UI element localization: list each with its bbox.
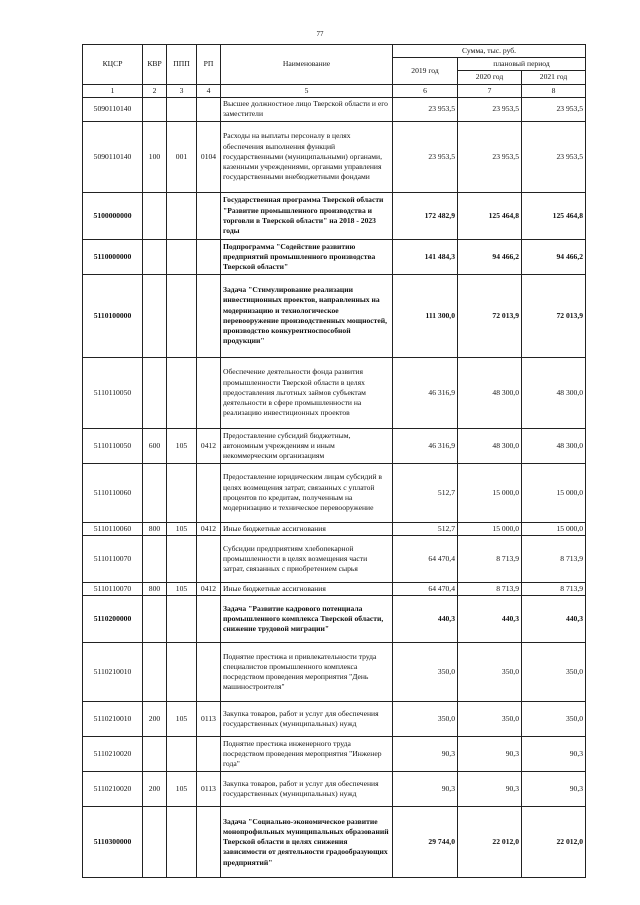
kvr-cell: 100 — [143, 121, 167, 192]
amount-2021-cell: 15 000,0 — [522, 463, 586, 522]
amount-2021-cell: 8 713,9 — [522, 536, 586, 583]
amount-2021-cell: 8 713,9 — [522, 583, 586, 596]
amount-2021-cell: 90,3 — [522, 737, 586, 772]
rp-cell — [197, 807, 221, 878]
kcsr-cell: 5110110050 — [83, 357, 143, 428]
amount-2020-cell: 440,3 — [458, 596, 522, 643]
ppp-cell — [167, 192, 197, 239]
rp-cell — [197, 97, 221, 121]
rp-cell: 0104 — [197, 121, 221, 192]
column-index: 5 — [221, 84, 393, 97]
ppp-cell — [167, 643, 197, 702]
name-cell: Субсидии предприятиям хлебопекарной промышленности в целях возмещения части затрат, связанных с приобретением сырья — [221, 536, 393, 583]
table-row — [83, 772, 586, 807]
kvr-cell: 600 — [143, 428, 167, 463]
ppp-cell — [167, 596, 197, 643]
kvr-cell — [143, 274, 167, 357]
name-cell: Закупка товаров, работ и услуг для обеспечения государственных (муниципальных) нужд — [221, 772, 393, 807]
ppp-cell — [167, 807, 197, 878]
name-cell: Задача "Развитие кадрового потенциала промышленного комплекса Тверской области, снижение трудовой миграции" — [221, 596, 393, 643]
rp-cell — [197, 536, 221, 583]
table-row — [83, 807, 586, 878]
kcsr-cell: 5090110140 — [83, 121, 143, 192]
column-index-row — [83, 84, 586, 97]
amount-2020-cell: 22 012,0 — [458, 807, 522, 878]
kcsr-cell: 5100000000 — [83, 192, 143, 239]
header-plan-period: плановый период — [458, 58, 586, 71]
kcsr-cell: 5110110070 — [83, 583, 143, 596]
amount-2021-cell: 440,3 — [522, 596, 586, 643]
rp-cell — [197, 239, 221, 274]
table-row — [83, 357, 586, 428]
name-cell: Предоставление юридическим лицам субсидий в целях возмещения затрат, связанных с уплатой процентов по кредитам, полученным на модернизацию и техническое перевооружение — [221, 463, 393, 522]
header-year-2021: 2021 год — [522, 71, 586, 84]
ppp-cell — [167, 463, 197, 522]
header-year-2020: 2020 год — [458, 71, 522, 84]
amount-2019-cell: 64 470,4 — [393, 536, 458, 583]
table-row — [83, 583, 586, 596]
amount-2021-cell: 90,3 — [522, 772, 586, 807]
kvr-cell — [143, 463, 167, 522]
kvr-cell — [143, 239, 167, 274]
amount-2020-cell: 23 953,5 — [458, 121, 522, 192]
kcsr-cell: 5110110060 — [83, 463, 143, 522]
amount-2019-cell: 512,7 — [393, 522, 458, 535]
kcsr-cell: 5110100000 — [83, 274, 143, 357]
amount-2019-cell: 29 744,0 — [393, 807, 458, 878]
amount-2021-cell: 23 953,5 — [522, 97, 586, 121]
name-cell: Подпрограмма "Содействие развитию предприятий промышленного производства Тверской области" — [221, 239, 393, 274]
kvr-cell — [143, 192, 167, 239]
name-cell: Поднятие престижа и привлекательности труда специалистов промышленного комплекса посредством проведения мероприятия "День машиностроителя" — [221, 643, 393, 702]
kvr-cell — [143, 643, 167, 702]
header-ppp: ППП — [167, 45, 197, 85]
name-cell: Задача "Социально-экономическое развитие монопрофильных муниципальных образований Тверской области в целях снижения зависимости от деятельности градообразующих предприятий" — [221, 807, 393, 878]
amount-2020-cell: 8 713,9 — [458, 536, 522, 583]
name-cell: Задача "Стимулирование реализации инвестиционных проектов, направленных на модернизацию и технологическое перевооружение производственных мощностей, производство конкурентноспособной продукции" — [221, 274, 393, 357]
name-cell: Государственная программа Тверской области "Развитие промышленного производства и торговли в Тверской области" на 2018 - 2023 годы — [221, 192, 393, 239]
table-row — [83, 239, 586, 274]
amount-2020-cell: 8 713,9 — [458, 583, 522, 596]
amount-2020-cell: 48 300,0 — [458, 428, 522, 463]
kcsr-cell: 5110210010 — [83, 702, 143, 737]
name-cell: Поднятие престижа инженерного труда посредством проведения мероприятия "Инженер года" — [221, 737, 393, 772]
amount-2020-cell: 48 300,0 — [458, 357, 522, 428]
amount-2020-cell: 90,3 — [458, 772, 522, 807]
rp-cell — [197, 192, 221, 239]
amount-2019-cell: 64 470,4 — [393, 583, 458, 596]
ppp-cell — [167, 239, 197, 274]
column-index: 4 — [197, 84, 221, 97]
table-row — [83, 463, 586, 522]
column-index: 1 — [83, 84, 143, 97]
amount-2020-cell: 72 013,9 — [458, 274, 522, 357]
rp-cell: 0412 — [197, 583, 221, 596]
amount-2019-cell: 512,7 — [393, 463, 458, 522]
column-index: 6 — [393, 84, 458, 97]
amount-2019-cell: 172 482,9 — [393, 192, 458, 239]
amount-2019-cell: 23 953,5 — [393, 97, 458, 121]
kcsr-cell: 5110210010 — [83, 643, 143, 702]
column-index: 8 — [522, 84, 586, 97]
rp-cell — [197, 643, 221, 702]
name-cell: Обеспечение деятельности фонда развития промышленности Тверской области в целях предоставления льготных займов субъектам деятельности в сфере промышленности на реализацию инвестиционных проектов — [221, 357, 393, 428]
amount-2020-cell: 15 000,0 — [458, 522, 522, 535]
ppp-cell — [167, 97, 197, 121]
amount-2020-cell: 350,0 — [458, 643, 522, 702]
amount-2019-cell: 350,0 — [393, 702, 458, 737]
kcsr-cell: 5110300000 — [83, 807, 143, 878]
column-index: 2 — [143, 84, 167, 97]
header-name: Наименование — [221, 45, 393, 85]
amount-2021-cell: 23 953,5 — [522, 121, 586, 192]
budget-table — [82, 44, 586, 878]
kvr-cell — [143, 807, 167, 878]
amount-2019-cell: 440,3 — [393, 596, 458, 643]
rp-cell — [197, 737, 221, 772]
kcsr-cell: 5110210020 — [83, 772, 143, 807]
amount-2020-cell: 94 466,2 — [458, 239, 522, 274]
ppp-cell: 001 — [167, 121, 197, 192]
kcsr-cell: 5110110070 — [83, 536, 143, 583]
amount-2021-cell: 94 466,2 — [522, 239, 586, 274]
rp-cell — [197, 274, 221, 357]
amount-2019-cell: 90,3 — [393, 772, 458, 807]
amount-2020-cell: 90,3 — [458, 737, 522, 772]
amount-2021-cell: 125 464,8 — [522, 192, 586, 239]
ppp-cell: 105 — [167, 522, 197, 535]
table-body — [83, 97, 586, 877]
header-rp: РП — [197, 45, 221, 85]
amount-2020-cell: 23 953,5 — [458, 97, 522, 121]
table-row — [83, 428, 586, 463]
table-row — [83, 596, 586, 643]
ppp-cell — [167, 274, 197, 357]
table-row — [83, 536, 586, 583]
header-kcsr: КЦСР — [83, 45, 143, 85]
amount-2021-cell: 48 300,0 — [522, 428, 586, 463]
ppp-cell: 105 — [167, 428, 197, 463]
kvr-cell: 200 — [143, 702, 167, 737]
amount-2019-cell: 111 300,0 — [393, 274, 458, 357]
kvr-cell — [143, 737, 167, 772]
name-cell: Закупка товаров, работ и услуг для обеспечения государственных (муниципальных) нужд — [221, 702, 393, 737]
table-row — [83, 702, 586, 737]
amount-2021-cell: 350,0 — [522, 702, 586, 737]
table-row — [83, 192, 586, 239]
kvr-cell — [143, 97, 167, 121]
kcsr-cell: 5110200000 — [83, 596, 143, 643]
column-index: 7 — [458, 84, 522, 97]
rp-cell: 0412 — [197, 428, 221, 463]
amount-2019-cell: 23 953,5 — [393, 121, 458, 192]
kvr-cell — [143, 357, 167, 428]
amount-2020-cell: 15 000,0 — [458, 463, 522, 522]
kvr-cell: 200 — [143, 772, 167, 807]
rp-cell — [197, 463, 221, 522]
kcsr-cell: 5110110060 — [83, 522, 143, 535]
amount-2021-cell: 72 013,9 — [522, 274, 586, 357]
rp-cell: 0113 — [197, 772, 221, 807]
table-row — [83, 274, 586, 357]
kcsr-cell: 5090110140 — [83, 97, 143, 121]
amount-2019-cell: 350,0 — [393, 643, 458, 702]
amount-2019-cell: 46 316,9 — [393, 428, 458, 463]
kcsr-cell: 5110210020 — [83, 737, 143, 772]
name-cell: Иные бюджетные ассигнования — [221, 522, 393, 535]
amount-2019-cell: 46 316,9 — [393, 357, 458, 428]
amount-2020-cell: 350,0 — [458, 702, 522, 737]
rp-cell — [197, 357, 221, 428]
ppp-cell — [167, 357, 197, 428]
column-index: 3 — [167, 84, 197, 97]
kvr-cell — [143, 536, 167, 583]
table-row — [83, 121, 586, 192]
ppp-cell — [167, 737, 197, 772]
amount-2021-cell: 350,0 — [522, 643, 586, 702]
kcsr-cell: 5110110050 — [83, 428, 143, 463]
name-cell: Иные бюджетные ассигнования — [221, 583, 393, 596]
amount-2021-cell: 22 012,0 — [522, 807, 586, 878]
amount-2021-cell: 15 000,0 — [522, 522, 586, 535]
amount-2019-cell: 141 484,3 — [393, 239, 458, 274]
header-kvr: КВР — [143, 45, 167, 85]
table-row — [83, 97, 586, 121]
kvr-cell — [143, 596, 167, 643]
name-cell: Высшее должностное лицо Тверской области и его заместители — [221, 97, 393, 121]
kvr-cell: 800 — [143, 522, 167, 535]
amount-2021-cell: 48 300,0 — [522, 357, 586, 428]
table-row — [83, 643, 586, 702]
ppp-cell: 105 — [167, 583, 197, 596]
kcsr-cell: 5110000000 — [83, 239, 143, 274]
ppp-cell: 105 — [167, 772, 197, 807]
rp-cell: 0412 — [197, 522, 221, 535]
amount-2019-cell: 90,3 — [393, 737, 458, 772]
page-number: 77 — [316, 30, 324, 38]
rp-cell: 0113 — [197, 702, 221, 737]
header-sum: Сумма, тыс. руб. — [393, 45, 586, 58]
kvr-cell: 800 — [143, 583, 167, 596]
name-cell: Предоставление субсидий бюджетным, автономным учреждениям и иным некоммерческим организациям — [221, 428, 393, 463]
rp-cell — [197, 596, 221, 643]
table-row — [83, 522, 586, 535]
amount-2020-cell: 125 464,8 — [458, 192, 522, 239]
ppp-cell: 105 — [167, 702, 197, 737]
header-year-2019: 2019 год — [393, 58, 458, 84]
ppp-cell — [167, 536, 197, 583]
table-row — [83, 737, 586, 772]
name-cell: Расходы на выплаты персоналу в целях обеспечения выполнения функций государственными (муниципальными) органами, казенными учреждениями, органами управления государственными внебюджетными фондами — [221, 121, 393, 192]
